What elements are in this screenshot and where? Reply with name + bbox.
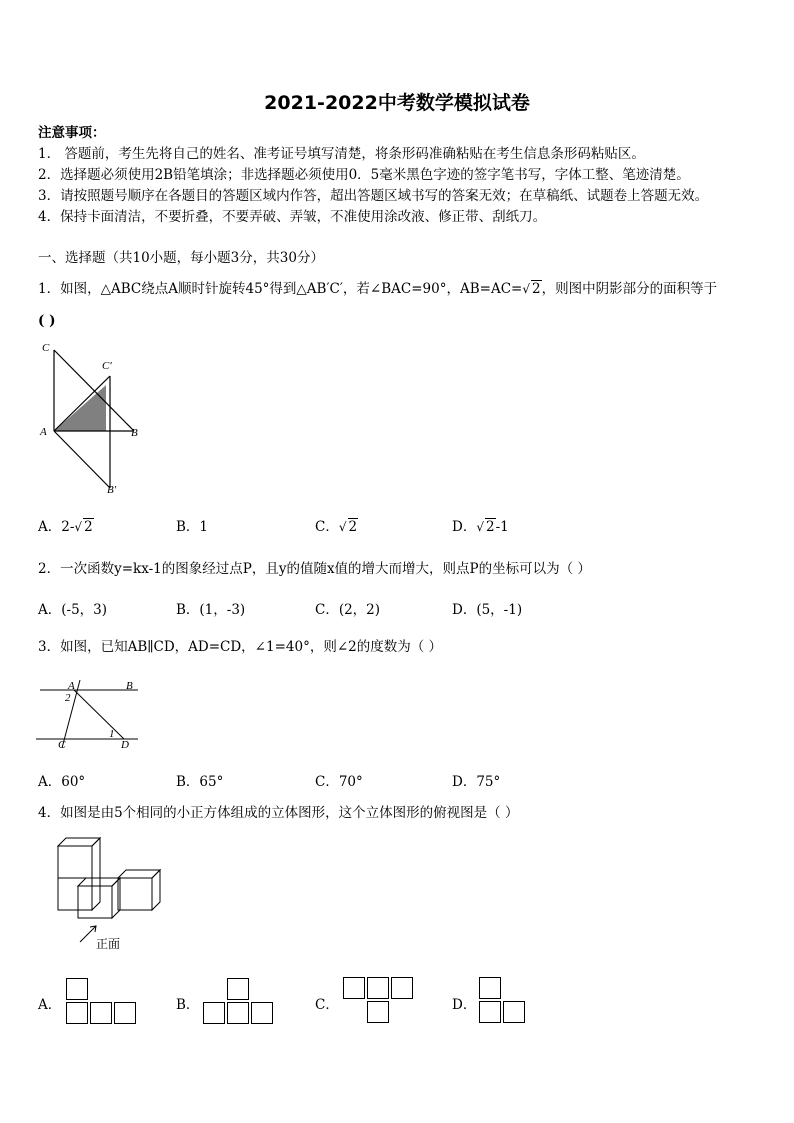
q2-option-d[interactable]: D．(5，-1) bbox=[452, 602, 523, 618]
q3-option-c[interactable]: C．70° bbox=[315, 774, 363, 790]
fig1-label-c: C bbox=[42, 342, 50, 354]
q2-option-b[interactable]: B．(1，-3) bbox=[176, 602, 246, 618]
fig3-label-c: C bbox=[58, 739, 66, 751]
q1-option-d[interactable]: D．√ 2-1 bbox=[452, 519, 509, 535]
fig3-label-b: B bbox=[126, 680, 133, 692]
notice-heading: 注意事项： bbox=[38, 125, 106, 141]
notice-item: 4．保持卡面清洁，不要折叠，不要弄破、弄皱，不准使用涂改液、修正带、刮纸刀。 bbox=[38, 209, 547, 225]
q4-option-d[interactable]: D． bbox=[452, 997, 477, 1013]
q2-option-a[interactable]: A．(-5，3) bbox=[38, 602, 108, 618]
q4-option-c[interactable]: C． bbox=[315, 997, 339, 1013]
question-3-text: 3．如图，已知AB∥CD，AD=CD，∠1=40°，则∠2的度数为（ ） bbox=[38, 639, 443, 655]
question-1-text: 1．如图，△ABC绕点A顺时针旋转45°得到△AB′C′，若∠BAC=90°，AB=AC=√ 2，则图中阴影部分的面积等于 bbox=[38, 281, 718, 297]
q4-option-b[interactable]: B． bbox=[176, 997, 200, 1013]
fig3-label-2: 2 bbox=[65, 692, 71, 704]
notice-item: 1． 答题前，考生先将自己的姓名、准考证号填写清楚，将条形码准确粘贴在考生信息条形码粘贴区。 bbox=[38, 146, 645, 162]
fig1-label-b-prime: B′ bbox=[107, 484, 117, 496]
notice-item: 2．选择题必须使用2B铅笔填涂；非选择题必须使用0．5毫米黑色字迹的签字笔书写，字体工整、笔迹清楚。 bbox=[38, 167, 690, 183]
fig1-label-c-prime: C′ bbox=[102, 360, 112, 372]
fig3-label-d: D bbox=[121, 739, 129, 751]
q3-option-b[interactable]: B．65° bbox=[176, 774, 224, 790]
notice-item: 3．请按照题号顺序在各题目的答题区域内作答，超出答题区域书写的答案无效；在草稿纸、试题卷上答题无效。 bbox=[38, 188, 709, 204]
fig1-label-b: B bbox=[131, 427, 138, 439]
question-1-figure bbox=[40, 340, 150, 500]
question-1-paren: ( ) bbox=[38, 313, 56, 329]
section-heading: 一、选择题（共10小题，每小题3分，共30分） bbox=[38, 250, 324, 266]
q4-option-a[interactable]: A． bbox=[38, 997, 62, 1013]
q3-option-a[interactable]: A．60° bbox=[38, 774, 86, 790]
fig1-label-a: A bbox=[40, 426, 47, 438]
q3-option-d[interactable]: D．75° bbox=[452, 774, 501, 790]
fig3-label-a: A bbox=[68, 680, 75, 692]
q1-option-b[interactable]: B．1 bbox=[176, 519, 209, 535]
q1-option-a[interactable]: A．2-√ 2 bbox=[38, 519, 93, 535]
front-view-label: 正面 bbox=[96, 937, 121, 951]
question-2-text: 2．一次函数y=kx-1的图象经过点P，且y的值随x值的增大而增大，则点P的坐标可以为（ ） bbox=[38, 561, 591, 577]
q2-option-c[interactable]: C．(2，2) bbox=[315, 602, 381, 618]
page-title: 2021-2022中考数学模拟试卷 bbox=[264, 92, 530, 114]
q1-option-c[interactable]: C．√ 2 bbox=[315, 519, 358, 535]
fig3-label-1: 1 bbox=[109, 728, 115, 740]
question-4-text: 4．如图是由5个相同的小正方体组成的立体图形，这个立体图形的俯视图是（ ） bbox=[38, 805, 519, 821]
